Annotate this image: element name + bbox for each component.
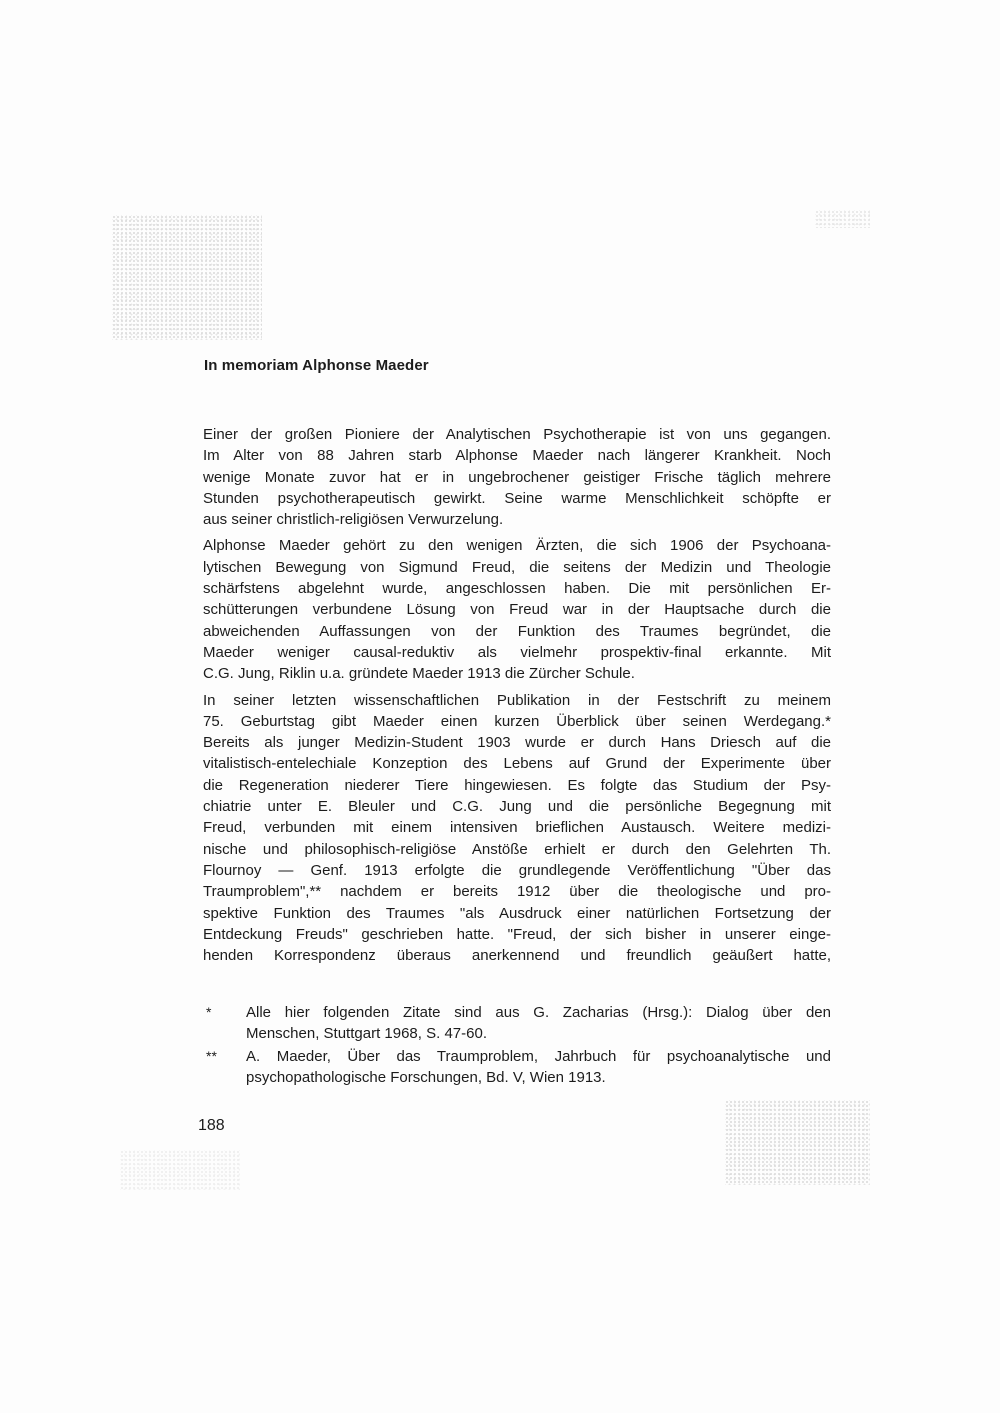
paragraph (203, 535, 831, 684)
scan-noise (120, 1150, 240, 1190)
text-line: nische und philosophisch-religiöse Anstöße erhielt er durch den Gelehrten Th. (203, 840, 831, 858)
text-line: Maeder weniger causal-reduktiv als vielmehr prospektiv-final erkannte. Mit (203, 643, 831, 661)
footnote-line: A. Maeder, Über das Traumproblem, Jahrbuch für psychoanalytische und (246, 1048, 831, 1065)
footnotes (206, 1002, 831, 1090)
text-line: lytischen Bewegung von Sigmund Freud, die seitens der Medizin und Theologie (203, 558, 831, 576)
text-line: Alphonse Maeder gehört zu den wenigen Ärzten, die sich 1906 der Psychoana- (203, 537, 831, 555)
text-line: Entdeckung Freuds" geschrieben hatte. "Freud, der sich bisher in unserer einge- (203, 925, 831, 943)
footnote-marker: * (206, 1004, 212, 1020)
scan-noise (112, 215, 262, 340)
text-line: Bereits als junger Medizin-Student 1903 wurde er durch Hans Driesch auf die (203, 734, 831, 752)
text-line: chiatrie unter E. Bleuler und C.G. Jung und die persönliche Begegnung mit (203, 798, 831, 816)
text-line: Stunden psychotherapeutisch gewirkt. Seine warme Menschlichkeit schöpfte er (203, 489, 831, 507)
paragraph (203, 690, 831, 967)
text-line: Freud, verbunden mit einem intensiven brieflichen Austausch. Weitere medizi- (203, 819, 831, 837)
text-line: schütterungen verbundene Lösung von Freud war in der Hauptsache durch die (203, 601, 831, 619)
text-line: schärfstens abgelehnt wurde, angeschlossen haben. Die mit persönlichen Er- (203, 580, 831, 598)
footnote (206, 1046, 831, 1088)
text-line: die Regeneration niederer Tiere hingewiesen. Es folgte das Studium der Psy- (203, 776, 831, 794)
paragraph (203, 424, 831, 530)
footnote-line: psychopathologische Forschungen, Bd. V, Wien 1913. (246, 1069, 606, 1086)
text-line: vitalistisch-entelechiale Konzeption des Lebens auf Grund der Experimente über (203, 755, 831, 773)
article-body (203, 424, 831, 971)
text-line: abweichenden Auffassungen von der Funktion des Traumes begründet, die (203, 622, 831, 640)
scan-noise (815, 210, 870, 228)
text-line: C.G. Jung, Riklin u.a. gründete Maeder 1913 die Zürcher Schule. (203, 665, 635, 683)
scan-noise (725, 1100, 870, 1185)
text-line: spektive Funktion des Traumes "als Ausdruck einer natürlichen Fortsetzung der (203, 904, 831, 922)
text-line: Einer der großen Pioniere der Analytischen Psychotherapie ist von uns gegangen. (203, 426, 831, 443)
footnote (206, 1002, 831, 1044)
text-line: Im Alter von 88 Jahren starb Alphonse Maeder nach längerer Krankheit. Noch (203, 447, 831, 465)
text-line: 75. Geburtstag gibt Maeder einen kurzen Überblick über seinen Werdegang.* (203, 712, 831, 730)
text-line: henden Korrespondenz überaus anerkennend und freundlich geäußert hatte, (203, 947, 831, 965)
page-number: 188 (198, 1117, 225, 1134)
text-line: wenige Monate zuvor hat er in ungebrochener geistiger Frische täglich mehrere (203, 468, 831, 486)
article-title: In memoriam Alphonse Maeder (204, 357, 429, 374)
footnote-line: Menschen, Stuttgart 1968, S. 47-60. (246, 1025, 487, 1042)
text-line: In seiner letzten wissenschaftlichen Publikation in der Festschrift zu meinem (203, 691, 831, 709)
footnote-line: Alle hier folgenden Zitate sind aus G. Zacharias (Hrsg.): Dialog über den (246, 1004, 831, 1021)
text-line: Flournoy — Genf. 1913 erfolgte die grundlegende Veröffentlichung "Über das (203, 861, 831, 879)
text-line: aus seiner christlich-religiösen Verwurzelung. (203, 511, 504, 529)
text-line: Traumproblem",** nachdem er bereits 1912 über die theologische und pro- (203, 883, 831, 901)
footnote-marker: ** (206, 1048, 217, 1064)
